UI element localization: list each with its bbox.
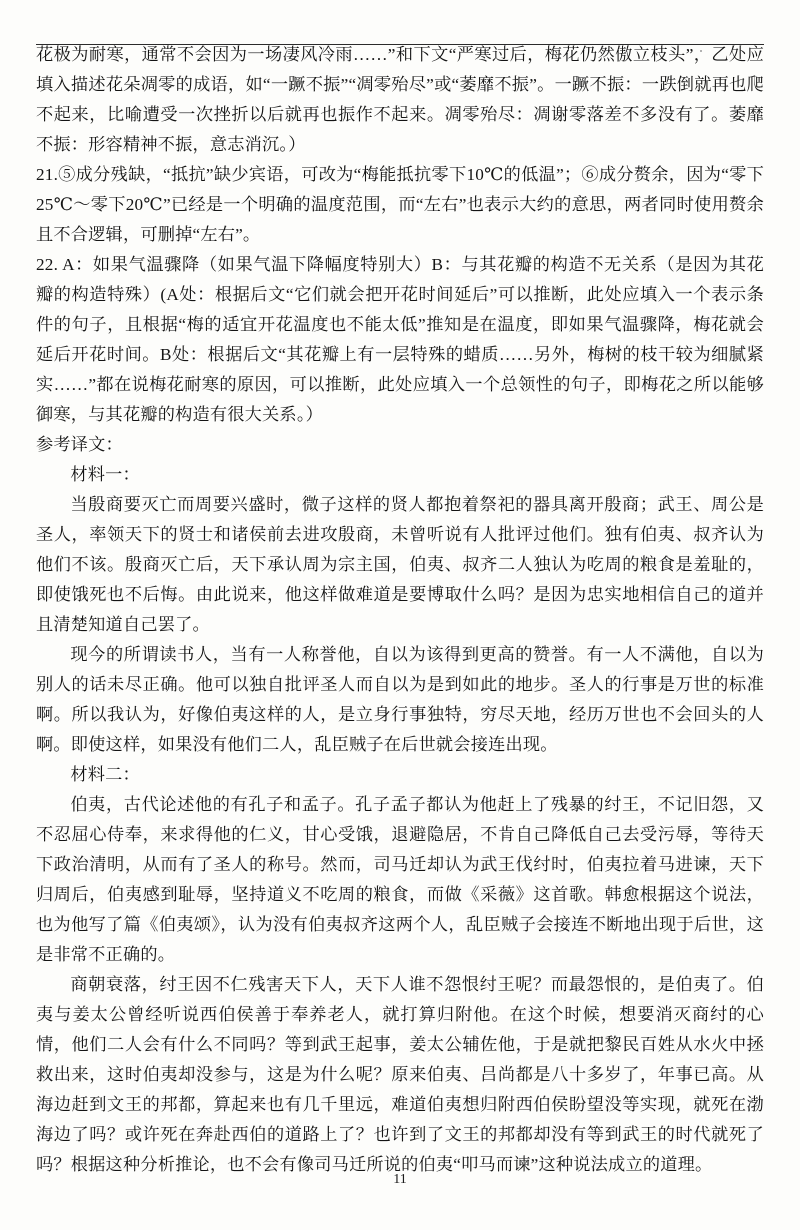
paragraph-material-two-p1: 伯夷，古代论述他的有孔子和孟子。孔子孟子都认为他赶上了残暴的纣王，不记旧怨，又不忍屈心侍奉，来求得他的仁义，甘心受饿，退避隐居，不肯自己降低自己去受污辱，等待天下政治清明，从而有了圣人的称号。然而，司马迁却认为武王伐纣时，伯夷拉着马进谏，天下归周后，伯夷感到耻辱，坚持道义不吃周的粮食，而做《采薇》这首歌。韩愈根据这个说法，也为他写了篇《伯夷颂》，认为没有伯夷叔齐这两个人，乱臣贼子会接连不断地出现于后世，这是非常不正确的。 [36,795,764,964]
subheading-material-two: 材料二： [70,765,140,784]
paragraph-material-two-p2: 商朝衰落，纣王因不仁残害天下人，天下人谁不怨恨纣王呢？而最怨恨的，是伯夷了。伯夷与姜太公曾经听说西伯侯善于奉养老人，就打算归附他。在这个时候，想要消灭商纣的心情，他们二人会有什么不同吗？等到武王起事，姜太公辅佐他，于是就把黎民百姓从水火中拯救出来，这时伯夷却没参与，这是为什么呢？原来伯夷、吕尚都是八十多岁了，年事已高。从海边赶到文王的邦都，算起来也有几千里远，难道伯夷想归附西伯侯盼望没等实现，就死在渤海边了吗？或许死在奔赴西伯的道路上了？也许到了文王的邦都却没有等到武王的时代就死了吗？根据这种分析推论，也不会有像司马迁所说的伯夷“叩马而谏”这种说法成立的道理。 [36,975,764,1174]
document-body [36,40,764,1180]
page-number: 11 [393,1172,407,1187]
paragraph-answer-20-continuation: 花极为耐寒，通常不会因为一场凄风冷雨……”和下文“严寒过后，梅花仍然傲立枝头”，乙处应填入描述花朵凋零的成语，如“一蹶不振”“凋零殆尽”或“萎靡不振”。一蹶不振：一跌倒就再也爬不起来，比喻遭受一次挫折以后就再也振作不起来。凋零殆尽：凋谢零落差不多没有了。萎靡不振：形容精神不振，意志消沉。） [36,45,764,154]
subheading-material-one: 材料一： [70,465,140,484]
paragraph-material-one-p1: 当殷商要灭亡而周要兴盛时，微子这样的贤人都抱着祭祀的器具离开殷商；武王、周公是圣人，率领天下的贤士和诸侯前去进攻殷商，未曾听说有人批评过他们。独有伯夷、叔齐认为他们不该。殷商灭亡后，天下承认周为宗主国，伯夷、叔齐二人独认为吃周的粮食是羞耻的，即使饿死也不后悔。由此说来，他这样做难道是要博取什么吗？是因为忠实地相信自己的道并且清楚知道自己罢了。 [36,495,764,634]
paragraph-answer-22: 22. A：如果气温骤降（如果气温下降幅度特别大）B：与其花瓣的构造不无关系（是因为其花瓣的构造特殊）(A处：根据后文“它们就会把开花时间延后”可以推断，此处应填入一个表示条件的句子，且根据“梅的适宜开花温度也不能太低”推知是在温度，即如果气温骤降，梅花就会延后开花时间。B处：根据后文“其花瓣上有一层特殊的蜡质……另外，梅树的枝干较为细腻紧实……”都在说梅花耐寒的原因，可以推断，此处应填入一个总领性的句子，即梅花之所以能够御寒，与其花瓣的构造有很大关系。） [36,255,764,424]
paragraph-answer-21: 21.⑤成分残缺，“抵抗”缺少宾语，可改为“梅能抵抗零下10℃的低温”；⑥成分赘余，因为“零下25℃～零下20℃”已经是一个明确的温度范围，而“左右”也表示大约的意思，两者同时使用赘余且不合逻辑，可删掉“左右”。 [36,165,764,244]
section-heading-reference-translation: 参考译文： [36,435,123,454]
paragraph-material-one-p2: 现今的所谓读书人，当有一人称誉他，自以为该得到更高的赞誉。有一人不满他，自以为别人的话未尽正确。他可以独自批评圣人而自以为是到如此的地步。圣人的行事是万世的标准啊。所以我认为，好像伯夷这样的人，是立身行事独特，穷尽天地，经历万世也不会回头的人啊。即使这样，如果没有他们二人，乱臣贼子在后世就会接连出现。 [36,645,764,754]
